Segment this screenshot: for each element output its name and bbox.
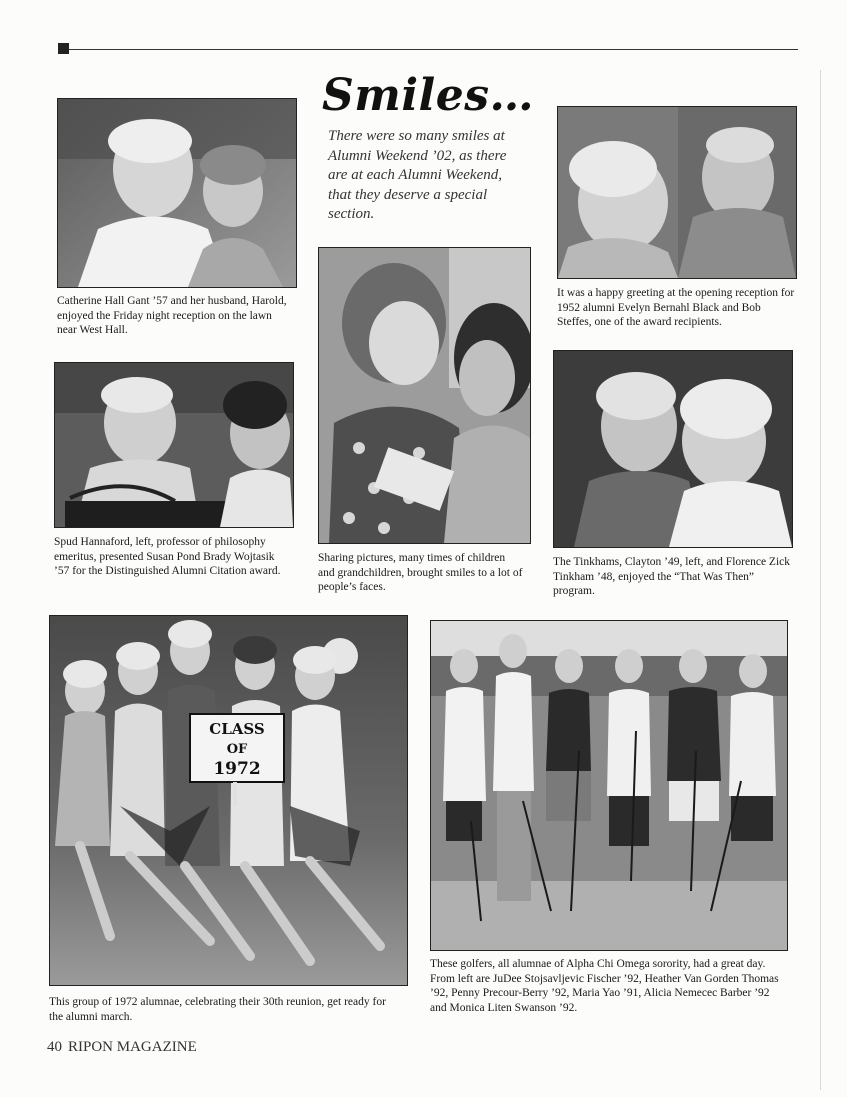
sign-line-year: 1972 [213, 759, 261, 779]
page-title: Smiles… [322, 70, 535, 121]
caption-sharing-pictures: Sharing pictures, many times of children and grandchildren, brought smiles to a lot of people’s faces. [318, 552, 523, 593]
page-footer [47, 1039, 197, 1056]
header-rule-square [58, 43, 69, 54]
caption-class-1972: This group of 1972 alumnae, celebrating their 30th reunion, get ready for the alumni march. [49, 996, 386, 1023]
caption-gant-couple: Catherine Hall Gant ’57 and her husband, Harold, enjoyed the Friday night reception on the lawn near West Hall. [57, 295, 287, 336]
publication-name: RIPON MAGAZINE [68, 1039, 197, 1055]
intro-text: There were so many smiles at Alumni Weekend ’02, as there are at each Alumni Weekend, that they deserve a special section. [328, 128, 507, 222]
photo-class-1972 [49, 615, 408, 986]
photo-tinkhams [553, 350, 793, 548]
photo-sharing-pictures [318, 247, 531, 544]
caption-golfers: These golfers, all alumnae of Alpha Chi Omega sorority, had a great day. From left are JuDee Stojsavljevic Fischer ’92, Heather Van Gorden Thomas ’92, Penny Precour-Berry ’92, Maria Yao ’91, Alicia Nemecec Barber ’92 and Monica Liten Swanson ’92. [430, 958, 779, 1014]
page-edge-line [820, 70, 821, 1090]
page-number: 40 [47, 1039, 62, 1055]
photo-golfers [430, 620, 788, 951]
caption-black-steffes: It was a happy greeting at the opening reception for 1952 alumni Evelyn Bernahl Black and Bob Steffes, one of the award recipients. [557, 287, 795, 328]
caption-tinkhams: The Tinkhams, Clayton ’49, left, and Florence Zick Tinkham ’48, enjoyed the “That Was Then” program. [553, 556, 790, 597]
header-rule-line [69, 49, 798, 50]
photo-black-steffes [557, 106, 797, 279]
photo-gant-couple [57, 98, 297, 288]
photo-hannaford [54, 362, 294, 528]
sign-line-of: OF [226, 742, 248, 757]
sign-line-class: CLASS [209, 720, 265, 738]
caption-hannaford: Spud Hannaford, left, professor of philosophy emeritus, presented Susan Pond Brady Wojtasik ’57 for the Distinguished Alumni Citation award. [54, 536, 281, 577]
